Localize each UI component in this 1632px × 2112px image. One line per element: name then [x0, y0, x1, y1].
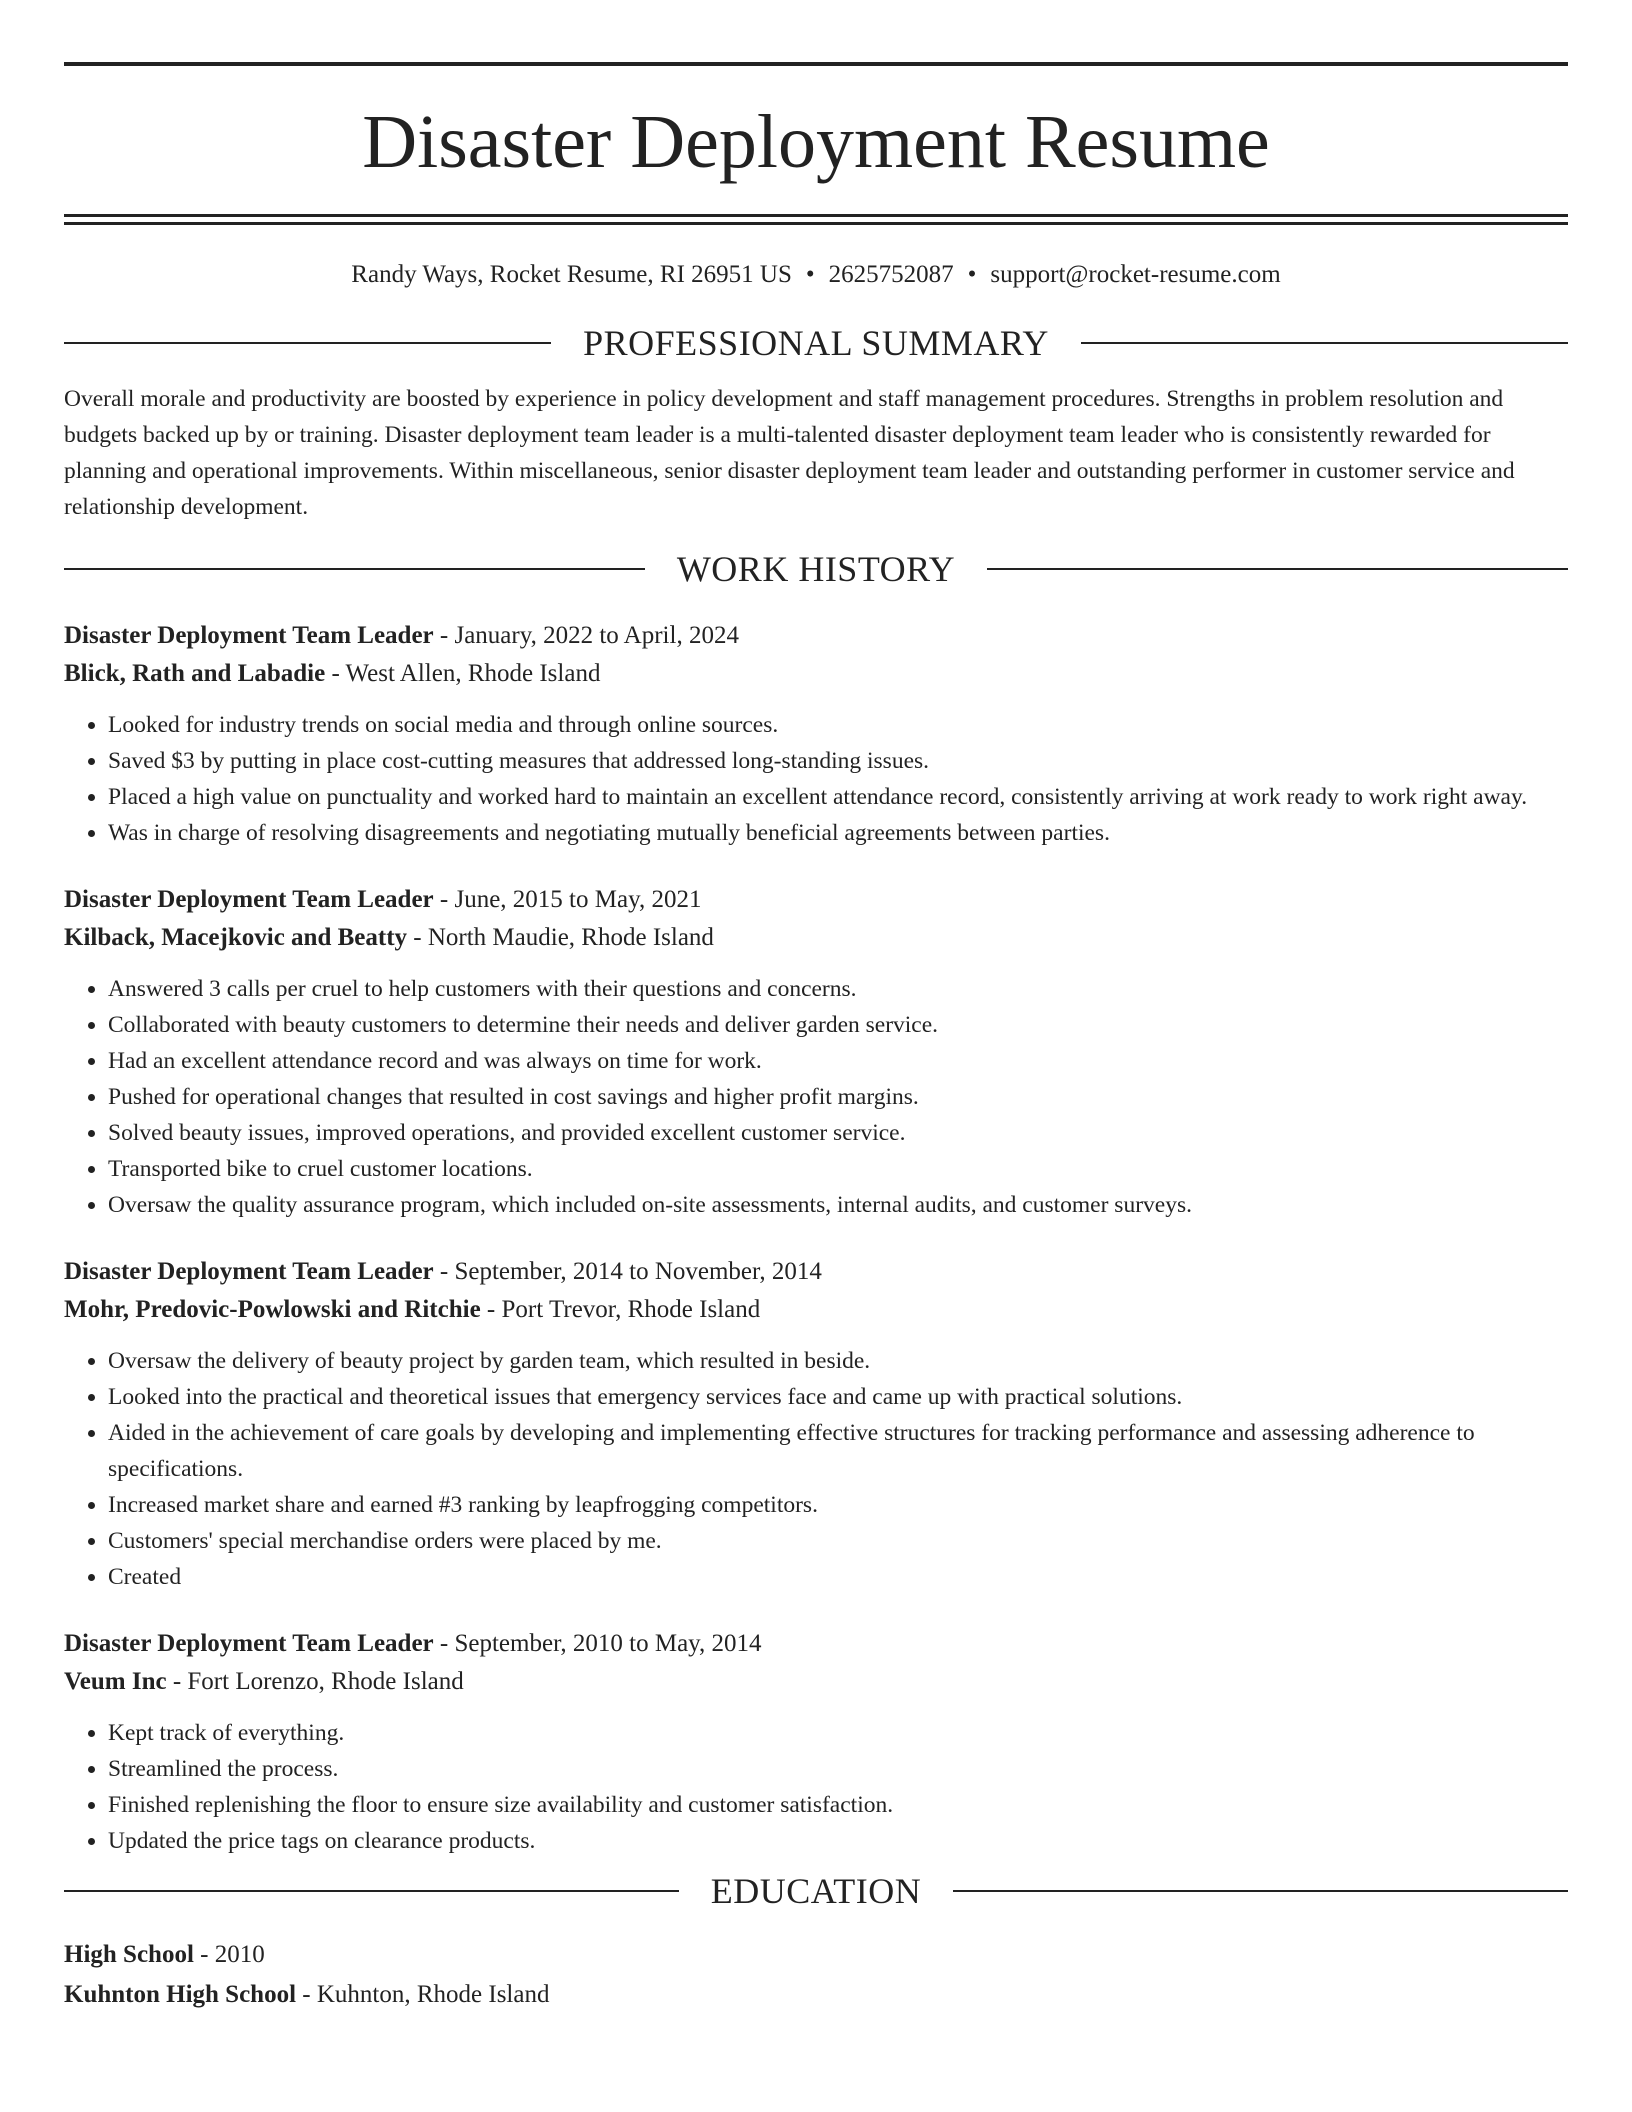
resume-page	[64, 62, 1568, 2015]
job-bullet: • Oversaw the quality assurance program, which included on-site assessments, internal audits, and customer surveys.	[108, 1187, 1568, 1223]
job-location: - North Maudie, Rhode Island	[407, 924, 714, 951]
summary-section-heading	[64, 321, 1568, 365]
heading-rule	[953, 1890, 1568, 1892]
job-bullet: • Was in charge of resolving disagreements and negotiating mutually beneficial agreements between parties.	[108, 815, 1568, 851]
heading-rule	[64, 568, 645, 570]
job-dates: - January, 2022 to April, 2024	[433, 622, 739, 649]
job-company-line	[64, 919, 1568, 957]
heading-rule	[64, 1890, 679, 1892]
job-entry	[64, 1253, 1568, 1595]
job-bullet: • Transported bike to cruel customer locations.	[108, 1151, 1568, 1187]
education-year: - 2010	[193, 1941, 265, 1968]
job-title: Disaster Deployment Team Leader	[64, 1258, 434, 1285]
job-bullet: • Solved beauty issues, improved operations, and provided excellent customer service.	[108, 1115, 1568, 1151]
job-company: Blick, Rath and Labadie	[64, 660, 326, 687]
job-entry	[64, 617, 1568, 851]
education-school: Kuhnton High School	[64, 1981, 297, 2008]
title-double-rule	[64, 214, 1568, 225]
job-title: Disaster Deployment Team Leader	[64, 1630, 434, 1657]
job-title: Disaster Deployment Team Leader	[64, 886, 434, 913]
job-bullet: • Increased market share and earned #3 ranking by leapfrogging competitors.	[108, 1487, 1568, 1523]
job-list	[64, 617, 1568, 1859]
job-bullet: • Kept track of everything.	[108, 1715, 1568, 1751]
job-bullet: • Placed a high value on punctuality and worked hard to maintain an excellent attendance record, consistently arriving at work ready to work right away.	[108, 779, 1568, 815]
job-company: Kilback, Macejkovic and Beatty	[64, 924, 408, 951]
job-bullet: • Pushed for operational changes that resulted in cost savings and higher profit margins.	[108, 1079, 1568, 1115]
contact-line	[64, 259, 1568, 291]
job-company-line	[64, 1663, 1568, 1701]
job-bullet: • Collaborated with beauty customers to determine their needs and deliver garden service.	[108, 1007, 1568, 1043]
job-company: Mohr, Predovic-Powlowski and Ritchie	[64, 1296, 481, 1323]
education-heading-label: EDUCATION	[710, 1871, 922, 1911]
job-title-line	[64, 617, 1568, 655]
job-dates: - September, 2010 to May, 2014	[433, 1630, 762, 1657]
job-bullets	[64, 971, 1568, 1223]
job-bullet: • Finished replenishing the floor to ensure size availability and customer satisfaction.	[108, 1787, 1568, 1823]
job-bullet: • Updated the price tags on clearance products.	[108, 1823, 1568, 1859]
job-company: Veum Inc	[64, 1668, 167, 1695]
job-company-line	[64, 655, 1568, 693]
education-entry	[64, 1935, 1568, 2015]
contact-phone: 2625752087	[828, 261, 954, 288]
job-bullets	[64, 1343, 1568, 1595]
job-entry	[64, 1625, 1568, 1859]
job-bullets	[64, 707, 1568, 851]
job-company-line	[64, 1291, 1568, 1329]
contact-separator: •	[967, 261, 977, 288]
job-bullet: • Streamlined the process.	[108, 1751, 1568, 1787]
education-section-heading	[64, 1869, 1568, 1913]
job-bullet: • Oversaw the delivery of beauty project by garden team, which resulted in beside.	[108, 1343, 1568, 1379]
job-title-line	[64, 1625, 1568, 1663]
job-bullet: • Saved $3 by putting in place cost-cutting measures that addressed long-standing issues.	[108, 743, 1568, 779]
job-dates: - September, 2014 to November, 2014	[433, 1258, 822, 1285]
contact-email: support@rocket-resume.com	[990, 261, 1281, 288]
job-bullet: • Customers' special merchandise orders were placed by me.	[108, 1523, 1568, 1559]
job-location: - West Allen, Rhode Island	[325, 660, 601, 687]
job-bullet: • Aided in the achievement of care goals by developing and implementing effective structures for tracking performance and assessing adherence to specifications.	[108, 1415, 1568, 1487]
job-bullet: • Looked for industry trends on social media and through online sources.	[108, 707, 1568, 743]
summary-text: Overall morale and productivity are boosted by experience in policy development and staff management procedures. Strengths in problem resolution and budgets backed up by or training. Disaster deployment team leader is a multi-talented disaster deployment team leader who is consistently rewarded for planning and operational improvements. Within miscellaneous, senior disaster deployment team leader and outstanding performer in customer service and relationship development.	[64, 386, 1515, 520]
job-title: Disaster Deployment Team Leader	[64, 622, 434, 649]
job-dates: - June, 2015 to May, 2021	[433, 886, 702, 913]
job-entry	[64, 881, 1568, 1223]
heading-rule	[64, 342, 551, 344]
job-location: - Port Trevor, Rhode Island	[480, 1296, 761, 1323]
job-bullet: • Looked into the practical and theoretical issues that emergency services face and came up with practical solutions.	[108, 1379, 1568, 1415]
contact-separator: •	[805, 261, 815, 288]
job-bullets	[64, 1715, 1568, 1859]
heading-rule	[987, 568, 1568, 570]
resume-title: Disaster Deployment Resume	[362, 100, 1270, 184]
education-degree-line	[64, 1935, 1568, 1975]
heading-rule	[1081, 342, 1568, 344]
job-title-line	[64, 881, 1568, 919]
job-bullet: • Had an excellent attendance record and was always on time for work.	[108, 1043, 1568, 1079]
job-title-line	[64, 1253, 1568, 1291]
work-history-heading-label: WORK HISTORY	[676, 549, 956, 589]
education-location: - Kuhnton, Rhode Island	[296, 1981, 550, 2008]
summary-heading-label: PROFESSIONAL SUMMARY	[583, 323, 1049, 363]
job-location: - Fort Lorenzo, Rhode Island	[166, 1668, 464, 1695]
top-rule	[64, 62, 1568, 66]
job-bullet: • Created	[108, 1559, 1568, 1595]
education-degree: High School	[64, 1941, 194, 1968]
education-school-line	[64, 1975, 1568, 2015]
work-history-section-heading	[64, 547, 1568, 591]
contact-address: Randy Ways, Rocket Resume, RI 26951 US	[351, 261, 792, 288]
job-bullet: • Answered 3 calls per cruel to help customers with their questions and concerns.	[108, 971, 1568, 1007]
